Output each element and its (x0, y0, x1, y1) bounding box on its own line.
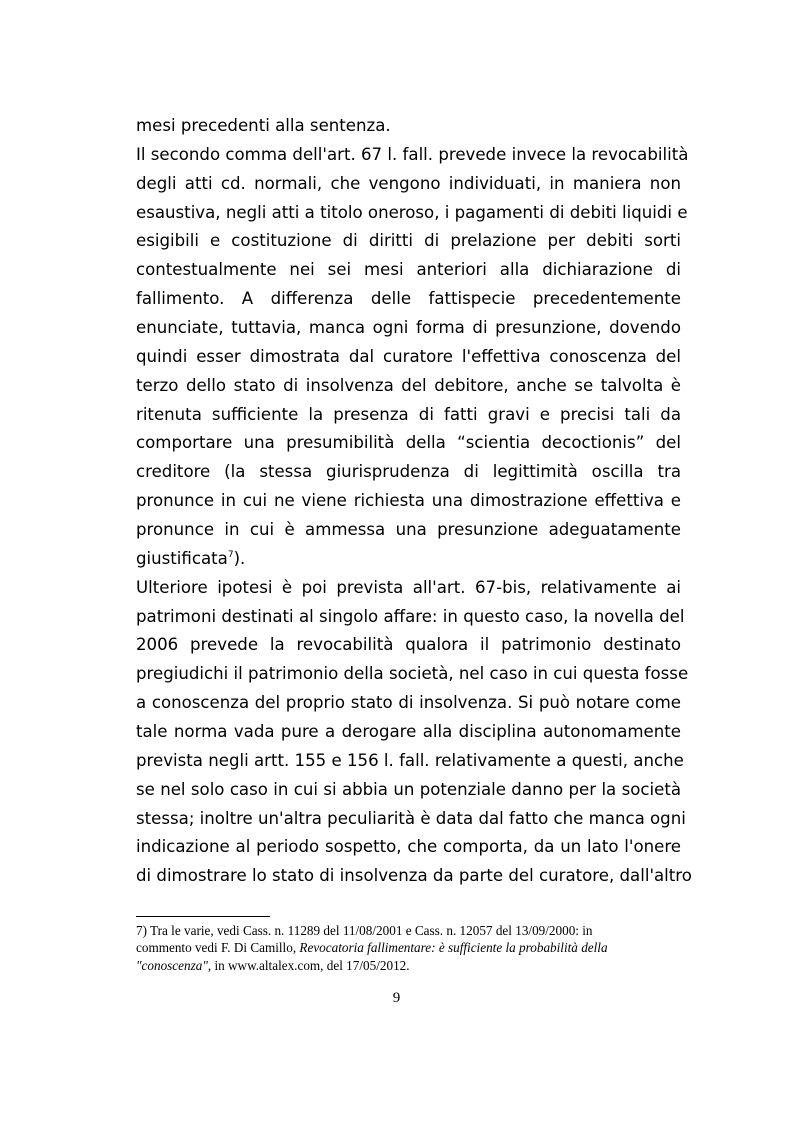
page-number: 9 (392, 990, 401, 1006)
text-line: stessa; inoltre un'altra peculiarità è data dal fatto che manca ogni (136, 808, 686, 828)
text-line: prevista negli artt. 155 e 156 l. fall. relativamente a questi, anche (136, 750, 684, 770)
text-line: mesi precedenti alla sentenza. (136, 116, 391, 135)
text-line: tale norma vada pure a derogare alla disciplina autonomamente (136, 722, 681, 742)
footnote-line: 7) Tra le varie, vedi Cass. n. 11289 del 11/08/2001 e Cass. n. 12057 del 13/09/2000: in (136, 923, 593, 938)
footnote-text: , in www.altalex.com, del 17/05/2012. (207, 957, 410, 973)
text-line: terzo dello stato di insolvenza del debitore, anche se talvolta è (136, 375, 681, 395)
footnote-article-title: "conoscenza" (136, 957, 208, 973)
text-line: pronunce in cui ne viene richiesta una dimostrazione effettiva e (136, 491, 681, 511)
text-line: degli atti cd. normali, che vengono individuati, in maniera non (136, 173, 681, 193)
text-line: indicazione al periodo sospetto, che comporta, da un lato l'onere (136, 837, 681, 857)
text-fragment: ). (233, 548, 246, 568)
text-line: esigibili e costituzione di diritti di prelazione per debiti sorti (136, 231, 681, 251)
text-line: Ulteriore ipotesi è poi prevista all'art. 67-bis, relativamente ai (136, 577, 681, 597)
text-line: patrimoni destinati al singolo affare: in questo caso, la novella del (136, 606, 685, 626)
text-fragment: giustificata (136, 548, 228, 568)
body-text (136, 112, 692, 891)
text-line: di dimostrare lo stato di insolvenza da parte del curatore, dall'altro (136, 866, 692, 886)
text-line-with-footnote (136, 545, 681, 574)
text-line: Il secondo comma dell'art. 67 l. fall. prevede invece la revocabilità (136, 144, 689, 164)
text-line: ritenuta sufficiente la presenza di fatti gravi e precisi tali da (136, 404, 681, 424)
footnote-line (136, 939, 656, 956)
text-line: pregiudichi il patrimonio della società, nel caso in cui questa fosse (136, 664, 689, 684)
text-line: esaustiva, negli atti a titolo oneroso, i pagamenti di debiti liquidi e (136, 202, 688, 222)
text-line: enunciate, tuttavia, manca ogni forma di presunzione, dovendo (136, 318, 681, 338)
footnote-text: commento vedi F. Di Camillo, (136, 940, 300, 956)
text-line: quindi esser dimostrata dal curatore l'effettiva conoscenza del (136, 346, 681, 366)
footnote-line (136, 957, 656, 974)
text-line: contestualmente nei sei mesi anteriori alla dichiarazione di (136, 260, 681, 280)
text-line: pronunce in cui è ammessa una presunzione adeguatamente (136, 520, 681, 540)
text-line: comportare una presumibilità della “scientia decoctionis” del (136, 433, 681, 453)
footnote-reference[interactable]: 7 (227, 549, 234, 560)
text-line: a conoscenza del proprio stato di insolvenza. Si può notare come (136, 693, 681, 713)
footnote (136, 922, 656, 974)
footnote-article-title: Revocatoria fallimentare: è sufficiente la probabilità della (299, 940, 608, 956)
text-line: fallimento. A differenza delle fattispecie precedentemente (136, 289, 681, 309)
text-line: 2006 prevede la revocabilità qualora il patrimonio destinato (136, 635, 681, 655)
text-line: se nel solo caso in cui si abbia un potenziale danno per la società (136, 779, 681, 799)
text-line: creditore (la stessa giurisprudenza di legittimità oscilla tra (136, 462, 681, 482)
footnote-separator (136, 916, 270, 917)
